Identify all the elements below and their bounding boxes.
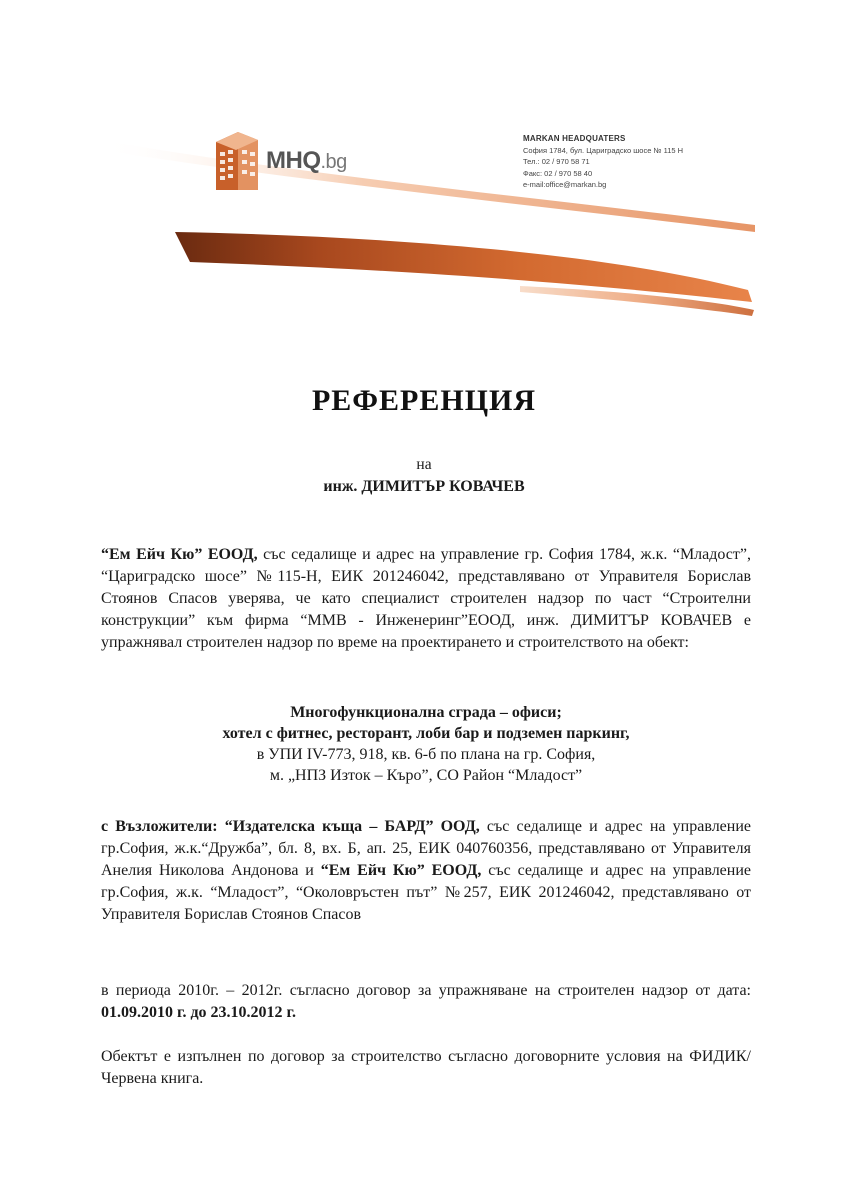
clients-text-1: със седалище и адрес на управление гр.София, ж.к.“Дружба”, бл. 8, вх. Б, ап. 25, ЕИК 040760356, представлявано от Управителя Анелия Николова Андонова и — [101, 818, 752, 879]
letterhead-address: София 1784, бул. Цариградско шосе № 115 Н — [523, 145, 684, 155]
contract-text: Обектът е изпълнен по договор за строителство съгласно договорните условия на ФИДИК/ Червена книга. — [101, 1048, 751, 1087]
letterhead-ribbon-graphic — [0, 0, 848, 330]
object-description — [101, 702, 751, 786]
logo-wordmark — [266, 147, 347, 175]
issuer-text: със седалище и адрес на управление гр. София 1784, ж.к. “Младост”, “Цариградско шосе” №115-Н, ЕИК 201246042, представлявано от Управителя Борислав Стоянов Спасов уверява, че като специалист строителен надзор по част “Строителни конструкции” към фирма “ММВ - Инженеринг”ЕООД, инж. ДИМИТЪР КОВАЧЕВ е упражнявал строителен надзор по време на проектирането и строителството на обект: — [101, 546, 751, 651]
paragraph-issuer — [101, 544, 751, 654]
period-dates: 01.09.2010 г. до 23.10.2012 г. — [101, 1004, 297, 1021]
object-line-3: в УПИ IV-773, 918, кв. 6-б по плана на гр. София, — [256, 746, 596, 763]
period-text: в периода 2010г. – 2012г. съгласно договор за упражняване на строителен надзор от дата: — [101, 982, 751, 999]
object-line-4: м. „НПЗ Изток – Къро”, СО Район “Младост” — [269, 767, 583, 784]
letterhead-contacts — [523, 133, 683, 191]
clients-text-2: със седалище и адрес на управление гр.София, ж.к. “Младост”, “Околовръстен път” №257, ЕИК 201246042, представлявано от Управителя Борислав Стоянов Спасов — [101, 862, 752, 923]
letterhead-fax: Факс: 02 / 970 58 40 — [523, 168, 593, 178]
letterhead-phone: Тел.: 02 / 970 58 71 — [523, 157, 590, 166]
document-title: РЕФЕРЕНЦИЯ — [311, 384, 537, 417]
company-logo — [214, 130, 347, 192]
clients-lead: с Възложители: “Издателска къща – БАРД” ООД, — [101, 818, 480, 835]
letterhead-email: e-mail:office@markan.bg — [523, 180, 607, 189]
object-line-1: Многофункционална сграда – офиси; — [290, 704, 562, 721]
letterhead-company-name: MARKAN HEADQUATERS — [523, 134, 626, 143]
for-word: на — [416, 456, 432, 473]
person-name: инж. ДИМИТЪР КОВАЧЕВ — [323, 478, 525, 495]
paragraph-period — [101, 980, 751, 1024]
logo-brand: MHQ — [266, 147, 321, 174]
object-line-2: хотел с фитнес, ресторант, лоби бар и подземен паркинг, — [222, 725, 630, 742]
issuer-company: “Ем Ейч Кю” ЕООД, — [101, 546, 258, 563]
paragraph-clients — [101, 816, 751, 926]
clients-company-2: “Ем Ейч Кю” ЕООД, — [320, 862, 482, 879]
building-logo-icon — [214, 130, 260, 192]
paragraph-contract — [101, 1046, 751, 1090]
logo-tld: .bg — [320, 151, 347, 173]
